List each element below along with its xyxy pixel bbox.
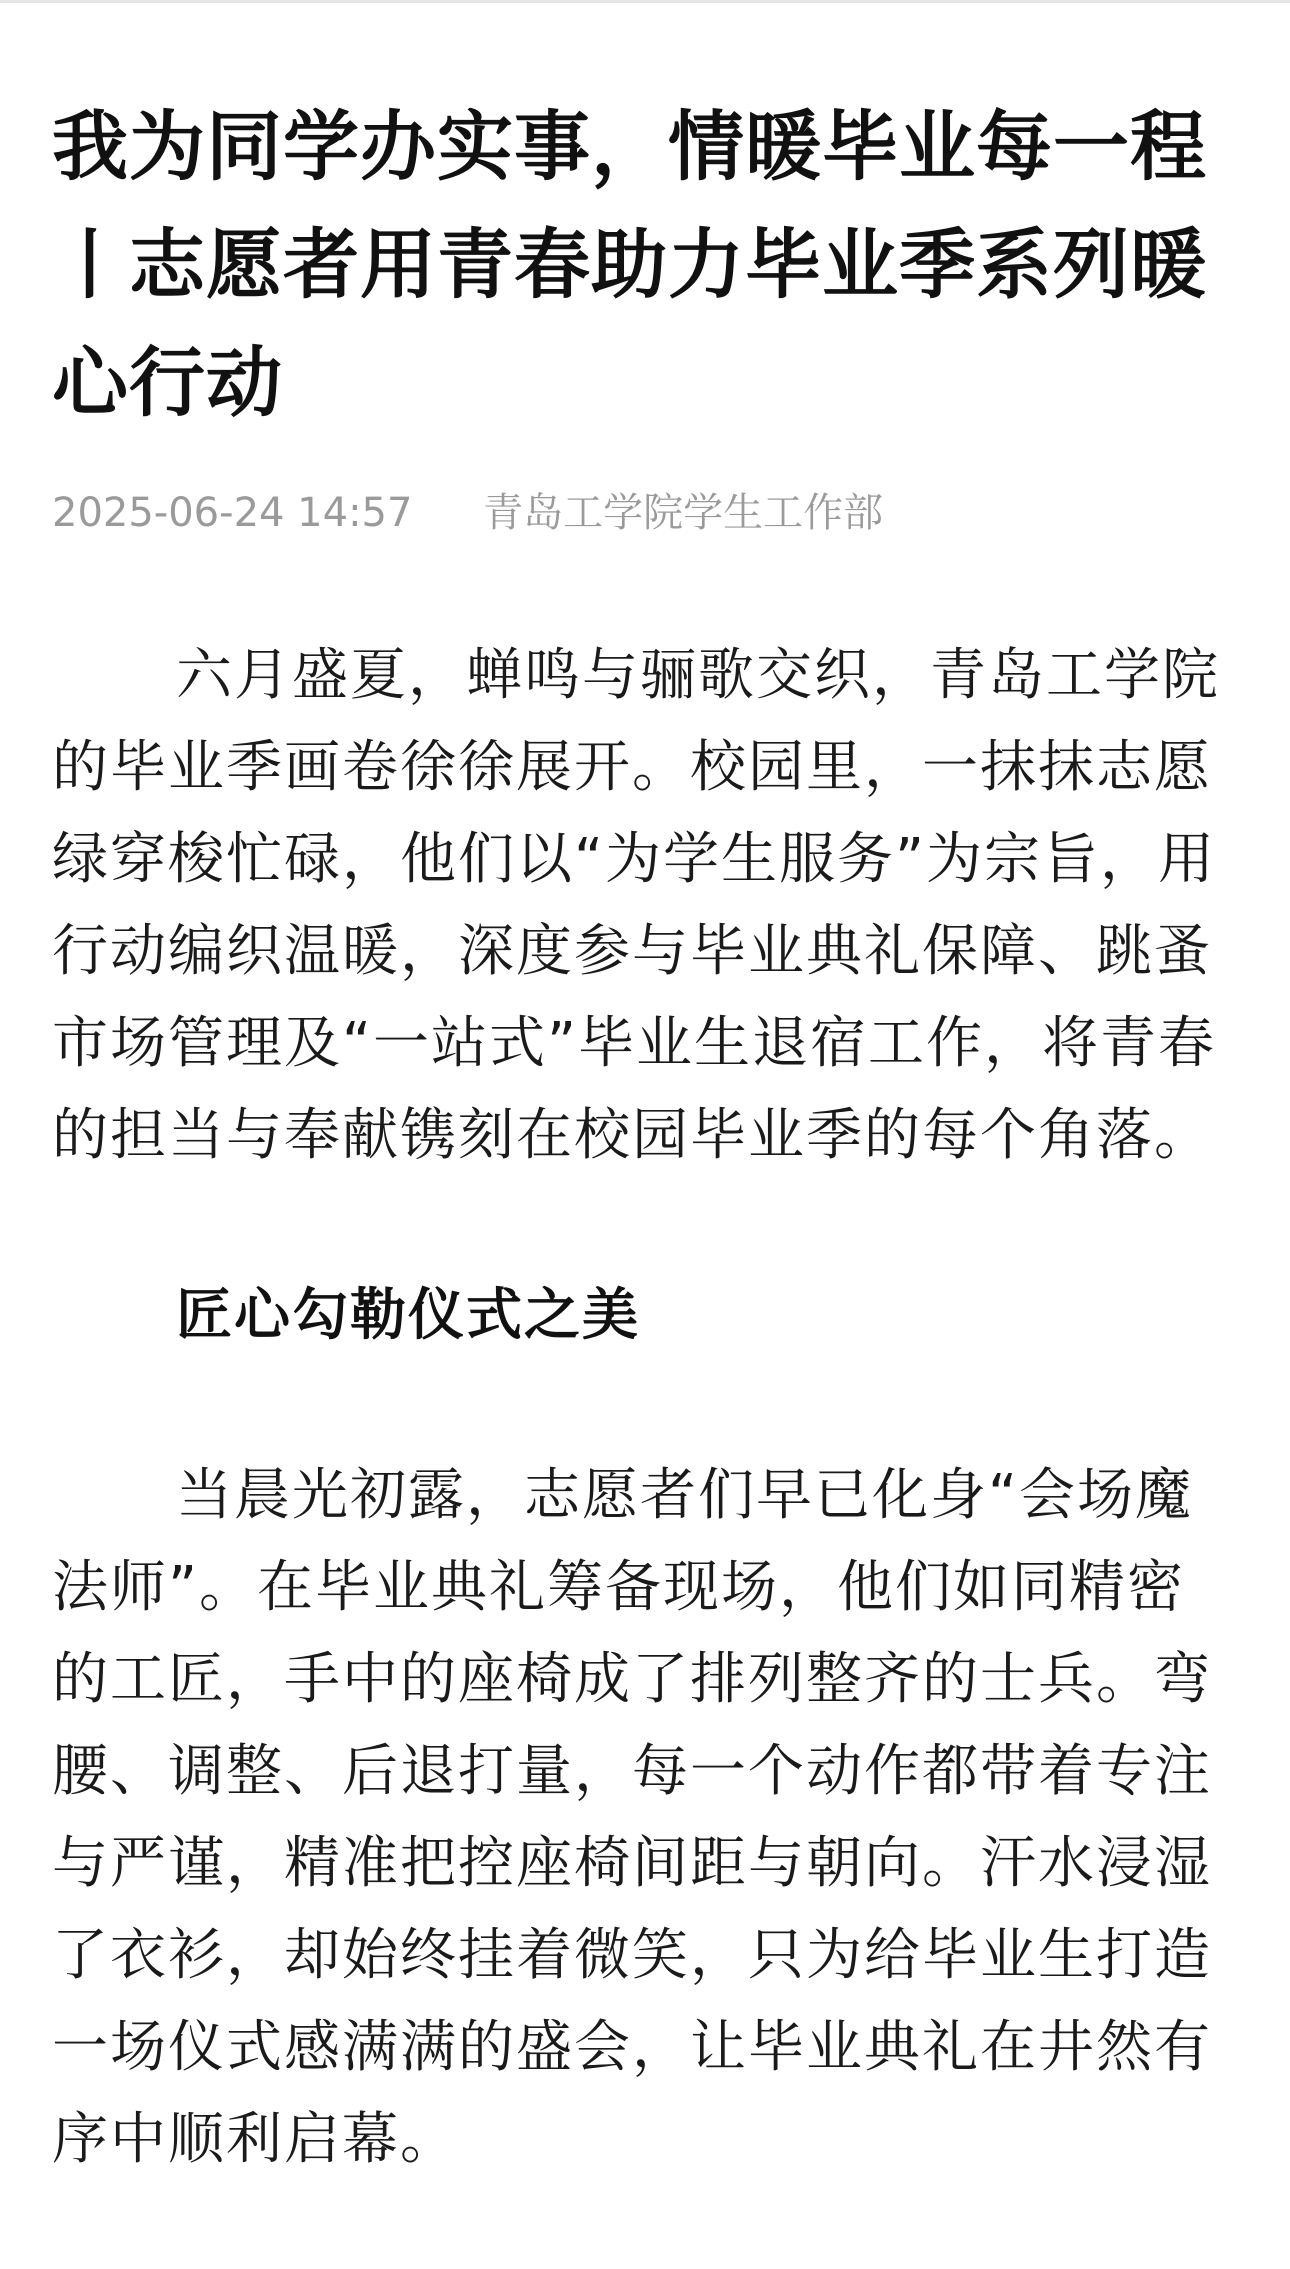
- section-heading: 匠心勾勒仪式之美: [176, 1283, 640, 1348]
- paragraph-ceremony: 当晨光初露，志愿者们早已化身“会场魔法师”。在毕业典礼筹备现场，他们如同精密的工匠，手中的座椅成了排列整齐的士兵。弯腰、调整、后退打量，每一个动作都带着专注与严谨，精准把控座椅间距与朝向。汗水浸湿了衣衫，却始终挂着微笑，只为给毕业生打造一场仪式感满满的盛会，让毕业典礼在井然有序中顺利启幕。: [52, 1463, 1212, 2172]
- paragraph-intro: 六月盛夏，蝉鸣与骊歌交织，青岛工学院的毕业季画卷徐徐展开。校园里，一抹抹志愿绿穿梭忙碌，他们以“为学生服务”为宗旨，用行动编织温暖，深度参与毕业典礼保障、跳蚤市场管理及“一站式”毕业生退宿工作，将青春的担当与奉献镌刻在校园毕业季的每个角落。: [52, 643, 1220, 1168]
- article-title: 我为同学办实事，情暖毕业每一程丨志愿者用青春助力毕业季系列暖心行动: [52, 102, 1207, 427]
- article-meta: [52, 488, 1238, 538]
- publish-date: 2025-06-24 14:57: [52, 490, 413, 536]
- publisher-link[interactable]: 青岛工学院学生工作部: [483, 490, 884, 536]
